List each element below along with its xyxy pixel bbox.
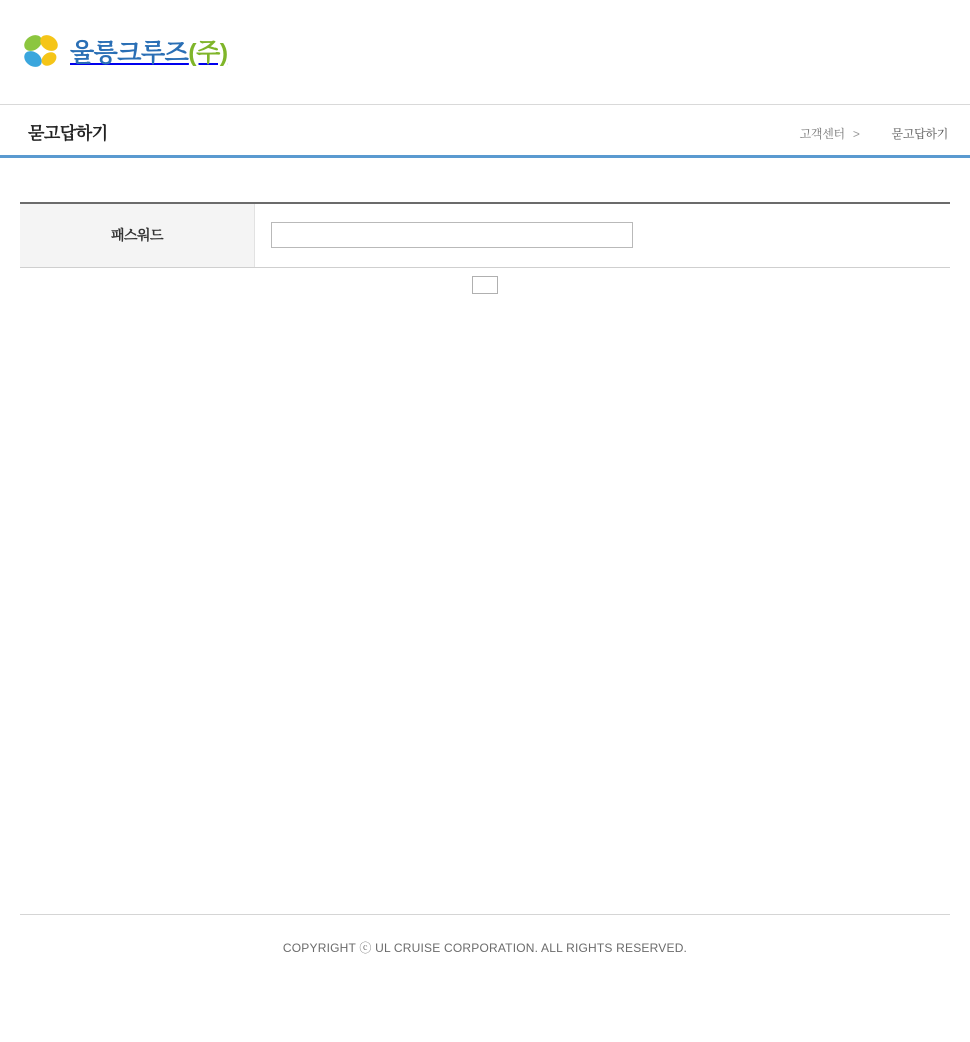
logo-wordmark — [70, 33, 228, 69]
breadcrumb-separator-icon: > — [852, 126, 860, 141]
page-title: 묻고답하기 — [28, 124, 108, 143]
submit-button[interactable] — [472, 276, 498, 294]
logo-wordmark-main: 울릉크루즈 — [70, 39, 189, 67]
logo-wordmark-suffix: (주) — [188, 39, 228, 67]
copyright-text: COPYRIGHT ⓒ UL CRUISE CORPORATION. ALL RIGHTS RESERVED. — [282, 941, 688, 955]
form-actions — [20, 276, 950, 294]
logo-link[interactable] — [20, 30, 228, 72]
pinwheel-flower-icon — [20, 30, 62, 72]
site-header — [0, 0, 970, 104]
password-label: 패스워드 — [20, 203, 255, 267]
sub-navigation-bar — [0, 104, 970, 158]
table-row — [20, 203, 950, 267]
breadcrumb-current: 묻고답하기 — [891, 127, 948, 141]
breadcrumb — [800, 125, 948, 142]
breadcrumb-parent[interactable]: 고객센터 — [799, 127, 845, 141]
password-input[interactable] — [271, 222, 633, 248]
password-form-table — [20, 202, 950, 268]
main-content — [0, 202, 970, 294]
password-field-cell — [255, 203, 951, 267]
site-footer — [20, 914, 950, 956]
